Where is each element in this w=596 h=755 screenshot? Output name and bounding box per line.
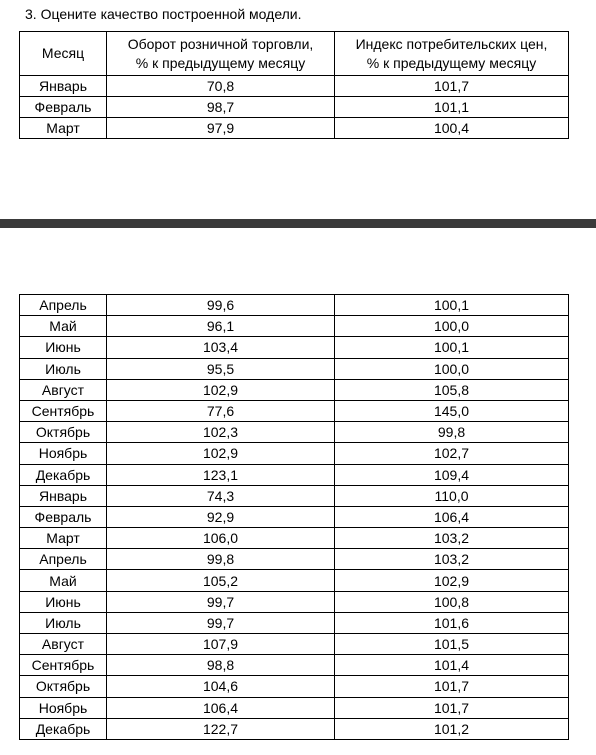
cell-cpi: 100,0 [335, 316, 569, 337]
table-header-row [20, 32, 569, 76]
cell-month: Февраль [20, 97, 107, 118]
cell-month: Июнь [20, 337, 107, 358]
cell-cpi: 102,9 [335, 570, 569, 591]
column-header-cpi: Индекс потребительских цен, % к предыдущему месяцу [335, 32, 569, 76]
table-row [20, 295, 569, 316]
cell-cpi: 103,2 [335, 528, 569, 549]
table-row [20, 697, 569, 718]
cell-month: Май [20, 570, 107, 591]
cell-cpi: 105,8 [335, 379, 569, 400]
cell-retail-turnover: 102,9 [107, 379, 335, 400]
table-row [20, 422, 569, 443]
cell-retail-turnover: 98,7 [107, 97, 335, 118]
cell-month: Октябрь [20, 422, 107, 443]
cell-cpi: 100,4 [335, 118, 569, 139]
cell-month: Декабрь [20, 464, 107, 485]
cell-retail-turnover: 92,9 [107, 506, 335, 527]
cell-cpi: 106,4 [335, 506, 569, 527]
cell-month: Февраль [20, 506, 107, 527]
cell-cpi: 100,1 [335, 295, 569, 316]
cell-cpi: 101,7 [335, 676, 569, 697]
table-row [20, 591, 569, 612]
data-table-bottom [19, 294, 569, 740]
cell-month: Сентябрь [20, 655, 107, 676]
cell-month: Апрель [20, 295, 107, 316]
cell-cpi: 110,0 [335, 485, 569, 506]
cell-retail-turnover: 123,1 [107, 464, 335, 485]
table-row [20, 118, 569, 139]
cell-month: Апрель [20, 549, 107, 570]
table-row [20, 316, 569, 337]
table-row [20, 337, 569, 358]
cell-cpi: 101,7 [335, 76, 569, 97]
task-heading: 3. Оцените качество построенной модели. [25, 6, 302, 22]
table-row [20, 549, 569, 570]
cell-month: Август [20, 634, 107, 655]
cell-month: Ноябрь [20, 697, 107, 718]
cell-cpi: 101,1 [335, 97, 569, 118]
cell-cpi: 101,5 [335, 634, 569, 655]
column-header-retail-turnover: Оборот розничной торговли, % к предыдущему месяцу [107, 32, 335, 76]
cell-retail-turnover: 106,0 [107, 528, 335, 549]
table-row [20, 676, 569, 697]
cell-retail-turnover: 97,9 [107, 118, 335, 139]
cell-retail-turnover: 77,6 [107, 400, 335, 421]
cell-month: Март [20, 118, 107, 139]
table-row [20, 464, 569, 485]
cell-month: Январь [20, 485, 107, 506]
table-row [20, 612, 569, 633]
page-divider [0, 219, 596, 228]
table-row [20, 76, 569, 97]
cell-cpi: 99,8 [335, 422, 569, 443]
cell-retail-turnover: 107,9 [107, 634, 335, 655]
cell-retail-turnover: 104,6 [107, 676, 335, 697]
table-row [20, 718, 569, 739]
cell-cpi: 100,8 [335, 591, 569, 612]
cell-cpi: 145,0 [335, 400, 569, 421]
cell-retail-turnover: 122,7 [107, 718, 335, 739]
cell-retail-turnover: 96,1 [107, 316, 335, 337]
table-row [20, 634, 569, 655]
table-row [20, 443, 569, 464]
cell-month: Ноябрь [20, 443, 107, 464]
cell-month: Июнь [20, 591, 107, 612]
cell-month: Октябрь [20, 676, 107, 697]
cell-retail-turnover: 102,9 [107, 443, 335, 464]
table-row [20, 97, 569, 118]
cell-month: Декабрь [20, 718, 107, 739]
column-header-month: Месяц [20, 32, 107, 76]
cell-cpi: 101,2 [335, 718, 569, 739]
cell-retail-turnover: 99,8 [107, 549, 335, 570]
cell-retail-turnover: 74,3 [107, 485, 335, 506]
table-row [20, 358, 569, 379]
table-row [20, 528, 569, 549]
cell-retail-turnover: 105,2 [107, 570, 335, 591]
table-row [20, 570, 569, 591]
cell-cpi: 101,4 [335, 655, 569, 676]
cell-retail-turnover: 98,8 [107, 655, 335, 676]
cell-cpi: 103,2 [335, 549, 569, 570]
data-table-bottom-body [20, 295, 569, 740]
cell-month: Июль [20, 358, 107, 379]
cell-month: Август [20, 379, 107, 400]
cell-retail-turnover: 103,4 [107, 337, 335, 358]
cell-retail-turnover: 70,8 [107, 76, 335, 97]
table-row [20, 485, 569, 506]
cell-retail-turnover: 99,7 [107, 612, 335, 633]
table-row [20, 655, 569, 676]
cell-month: Июль [20, 612, 107, 633]
cell-cpi: 100,1 [335, 337, 569, 358]
cell-retail-turnover: 99,6 [107, 295, 335, 316]
data-table-top-body [20, 32, 569, 139]
cell-retail-turnover: 106,4 [107, 697, 335, 718]
cell-cpi: 101,7 [335, 697, 569, 718]
cell-month: Май [20, 316, 107, 337]
cell-month: Март [20, 528, 107, 549]
cell-retail-turnover: 102,3 [107, 422, 335, 443]
cell-retail-turnover: 99,7 [107, 591, 335, 612]
table-row [20, 379, 569, 400]
cell-month: Январь [20, 76, 107, 97]
data-table-top [19, 31, 569, 139]
cell-cpi: 101,6 [335, 612, 569, 633]
cell-cpi: 100,0 [335, 358, 569, 379]
cell-cpi: 109,4 [335, 464, 569, 485]
cell-retail-turnover: 95,5 [107, 358, 335, 379]
table-row [20, 506, 569, 527]
cell-month: Сентябрь [20, 400, 107, 421]
table-row [20, 400, 569, 421]
cell-cpi: 102,7 [335, 443, 569, 464]
